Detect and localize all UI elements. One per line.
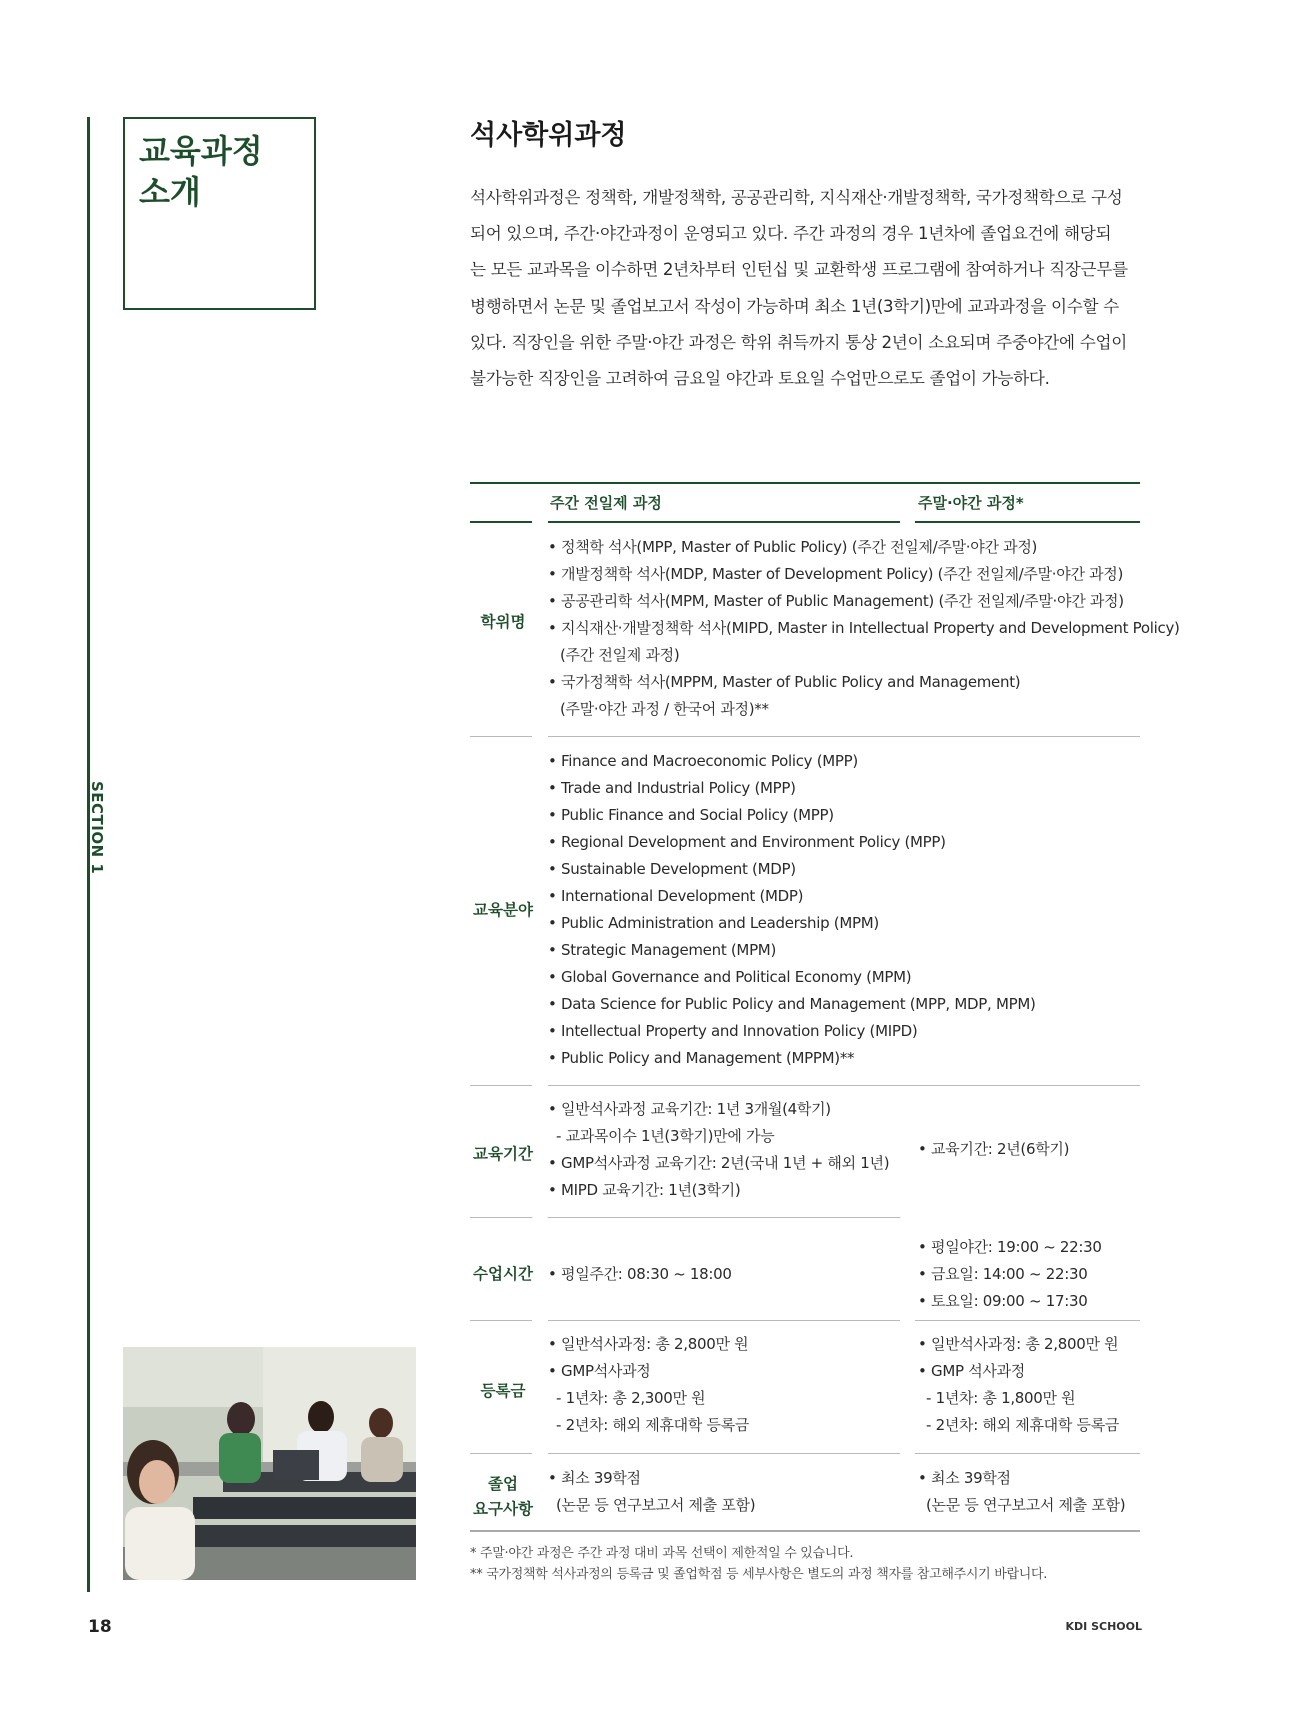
tuition-weekend-line: • 일반석사과정: 총 2,800만 원 bbox=[918, 1335, 1119, 1353]
row-divider bbox=[915, 1453, 1140, 1454]
degree-line: • 국가정책학 석사(MPPM, Master of Public Policy and Management) bbox=[548, 673, 1021, 691]
heading: 석사학위과정 bbox=[470, 120, 627, 151]
table-top-rule bbox=[470, 482, 1140, 484]
section-title-box bbox=[123, 117, 316, 310]
intro-line: 있다. 직장인을 위한 주말·야간 과정은 학위 취득까지 통상 2년이 소요되며 주중야간에 수업이 bbox=[470, 332, 1127, 352]
period-line: • GMP석사과정 교육기간: 2년(국내 1년 + 해외 1년) bbox=[548, 1154, 890, 1172]
field-item: • Finance and Macroeconomic Policy (MPP) bbox=[548, 752, 858, 770]
graduation-label-line: 졸업 bbox=[488, 1475, 518, 1493]
footnote: * 주말·야간 과정은 주간 과정 대비 과목 선택이 제한적일 수 있습니다. bbox=[470, 1546, 854, 1561]
fields-cell bbox=[548, 748, 1036, 1072]
header-underline bbox=[548, 521, 900, 523]
column-header-full-time: 주간 전일제 과정 bbox=[550, 494, 662, 512]
graduation-weekend-line: (논문 등 연구보고서 제출 포함) bbox=[926, 1496, 1126, 1514]
column-header-weekend: 주말·야간 과정* bbox=[918, 494, 1024, 512]
period-weekend-cell bbox=[918, 1136, 1069, 1163]
tuition-full-time-cell bbox=[548, 1331, 749, 1439]
hours-line: • 평일주간: 08:30 ~ 18:00 bbox=[548, 1265, 732, 1283]
period-line: • 일반석사과정 교육기간: 1년 3개월(4학기) bbox=[548, 1100, 831, 1118]
graduation-weekend-cell bbox=[918, 1465, 1125, 1519]
footnote: ** 국가정책학 석사과정의 등록금 및 졸업학점 등 세부사항은 별도의 과정 책자를 참고해주시기 바랍니다. bbox=[470, 1567, 1048, 1582]
graduation-weekend-line: • 최소 39학점 bbox=[918, 1469, 1011, 1487]
field-item: • Data Science for Public Policy and Management (MPP, MDP, MPM) bbox=[548, 995, 1036, 1013]
row-label-graduation bbox=[470, 1472, 536, 1522]
tuition-line: • GMP석사과정 bbox=[548, 1362, 651, 1380]
field-item: • Regional Development and Environment Policy (MPP) bbox=[548, 833, 946, 851]
field-item: • Trade and Industrial Policy (MPP) bbox=[548, 779, 796, 797]
field-item: • Intellectual Property and Innovation Policy (MIPD) bbox=[548, 1022, 918, 1040]
degree-line: (주간 전일제 과정) bbox=[560, 646, 680, 664]
row-divider bbox=[470, 1217, 532, 1218]
tuition-weekend-line: • GMP 석사과정 bbox=[918, 1362, 1025, 1380]
tuition-weekend-cell bbox=[918, 1331, 1119, 1439]
tuition-line: • 일반석사과정: 총 2,800만 원 bbox=[548, 1335, 749, 1353]
field-item: • Sustainable Development (MDP) bbox=[548, 860, 796, 878]
section-title-line-1: 교육과정 bbox=[139, 132, 263, 170]
tuition-line: - 1년차: 총 2,300만 원 bbox=[556, 1389, 706, 1407]
period-line: - 교과목이수 1년(3학기)만에 가능 bbox=[556, 1127, 775, 1145]
students-photo bbox=[123, 1347, 416, 1580]
tuition-line: - 2년차: 해외 제휴대학 등록금 bbox=[556, 1416, 750, 1434]
row-divider bbox=[470, 1320, 532, 1321]
intro-line: 는 모든 교과목을 이수하면 2년차부터 인턴십 및 교환학생 프로그램에 참여하거나 직장근무를 bbox=[470, 260, 1128, 280]
degree-line: • 지식재산·개발정책학 석사(MIPD, Master in Intellectual Property and Development Policy) bbox=[548, 619, 1180, 637]
period-line: • MIPD 교육기간: 1년(3학기) bbox=[548, 1181, 741, 1199]
graduation-label-line: 요구사항 bbox=[473, 1500, 533, 1518]
row-label-period: 교육기간 bbox=[473, 1145, 533, 1163]
section-title bbox=[139, 131, 263, 213]
intro-line: 되어 있으며, 주간·야간과정이 운영되고 있다. 주간 과정의 경우 1년차에 졸업요건에 해당되 bbox=[470, 224, 1112, 244]
row-divider bbox=[470, 736, 532, 737]
row-label-hours: 수업시간 bbox=[473, 1265, 533, 1283]
header-underline bbox=[470, 521, 532, 523]
brand-footer: KDI SCHOOL bbox=[1065, 1620, 1142, 1633]
tuition-weekend-line: - 1년차: 총 1,800만 원 bbox=[926, 1389, 1076, 1407]
period-full-time-cell bbox=[548, 1096, 889, 1204]
header-underline bbox=[915, 521, 1140, 523]
degree-line: • 정책학 석사(MPP, Master of Public Policy) (주간 전일제/주말·야간 과정) bbox=[548, 538, 1038, 556]
intro-line: 석사학위과정은 정책학, 개발정책학, 공공관리학, 지식재산·개발정책학, 국가정책학으로 구성 bbox=[470, 188, 1123, 207]
table-bottom-rule bbox=[470, 1530, 1140, 1532]
hours-full-time-cell bbox=[548, 1261, 732, 1288]
row-label-fields: 교육분야 bbox=[473, 901, 533, 919]
row-divider bbox=[470, 1453, 532, 1454]
degree-line: • 개발정책학 석사(MDP, Master of Development Policy) (주간 전일제/주말·야간 과정) bbox=[548, 565, 1124, 583]
graduation-full-time-cell bbox=[548, 1465, 755, 1519]
field-item: • Public Policy and Management (MPPM)** bbox=[548, 1049, 855, 1067]
students-photo-illustration bbox=[123, 1347, 416, 1580]
page-number: 18 bbox=[88, 1617, 112, 1637]
footnotes bbox=[470, 1543, 1047, 1585]
field-item: • Public Finance and Social Policy (MPP) bbox=[548, 806, 834, 824]
hours-weekend-line: • 평일야간: 19:00 ~ 22:30 bbox=[918, 1238, 1102, 1256]
field-item: • Public Administration and Leadership (MPM) bbox=[548, 914, 879, 932]
hours-weekend-line: • 토요일: 09:00 ~ 17:30 bbox=[918, 1292, 1088, 1310]
field-item: • Global Governance and Political Economy (MPM) bbox=[548, 968, 912, 986]
graduation-line: (논문 등 연구보고서 제출 포함) bbox=[556, 1496, 756, 1514]
row-label-tuition: 등록금 bbox=[480, 1382, 526, 1400]
degree-line: • 공공관리학 석사(MPM, Master of Public Management) (주간 전일제/주말·야간 과정) bbox=[548, 592, 1124, 610]
graduation-line: • 최소 39학점 bbox=[548, 1469, 641, 1487]
row-divider bbox=[548, 1320, 900, 1321]
row-label-degree: 학위명 bbox=[480, 613, 526, 631]
row-divider bbox=[470, 1085, 532, 1086]
degree-cell bbox=[548, 534, 1180, 723]
tuition-weekend-line: - 2년차: 해외 제휴대학 등록금 bbox=[926, 1416, 1120, 1434]
hours-weekend-cell bbox=[918, 1234, 1102, 1315]
section-title-line-2: 소개 bbox=[139, 173, 201, 211]
row-divider bbox=[548, 736, 1140, 737]
row-divider bbox=[548, 1453, 900, 1454]
row-divider bbox=[915, 1320, 1140, 1321]
hours-weekend-line: • 금요일: 14:00 ~ 22:30 bbox=[918, 1265, 1088, 1283]
field-item: • Strategic Management (MPM) bbox=[548, 941, 777, 959]
intro-paragraph bbox=[470, 180, 1140, 397]
row-divider bbox=[548, 1085, 1140, 1086]
intro-line: 병행하면서 논문 및 졸업보고서 작성이 가능하며 최소 1년(3학기)만에 교과과정을 이수할 수 bbox=[470, 296, 1119, 316]
section-label: SECTION 1 bbox=[88, 781, 106, 875]
field-item: • International Development (MDP) bbox=[548, 887, 804, 905]
period-weekend-line: • 교육기간: 2년(6학기) bbox=[918, 1140, 1070, 1158]
degree-line: (주말·야간 과정 / 한국어 과정)** bbox=[560, 700, 769, 718]
row-divider bbox=[548, 1217, 900, 1218]
intro-line: 불가능한 직장인을 고려하여 금요일 야간과 토요일 수업만으로도 졸업이 가능하다. bbox=[470, 369, 1050, 389]
